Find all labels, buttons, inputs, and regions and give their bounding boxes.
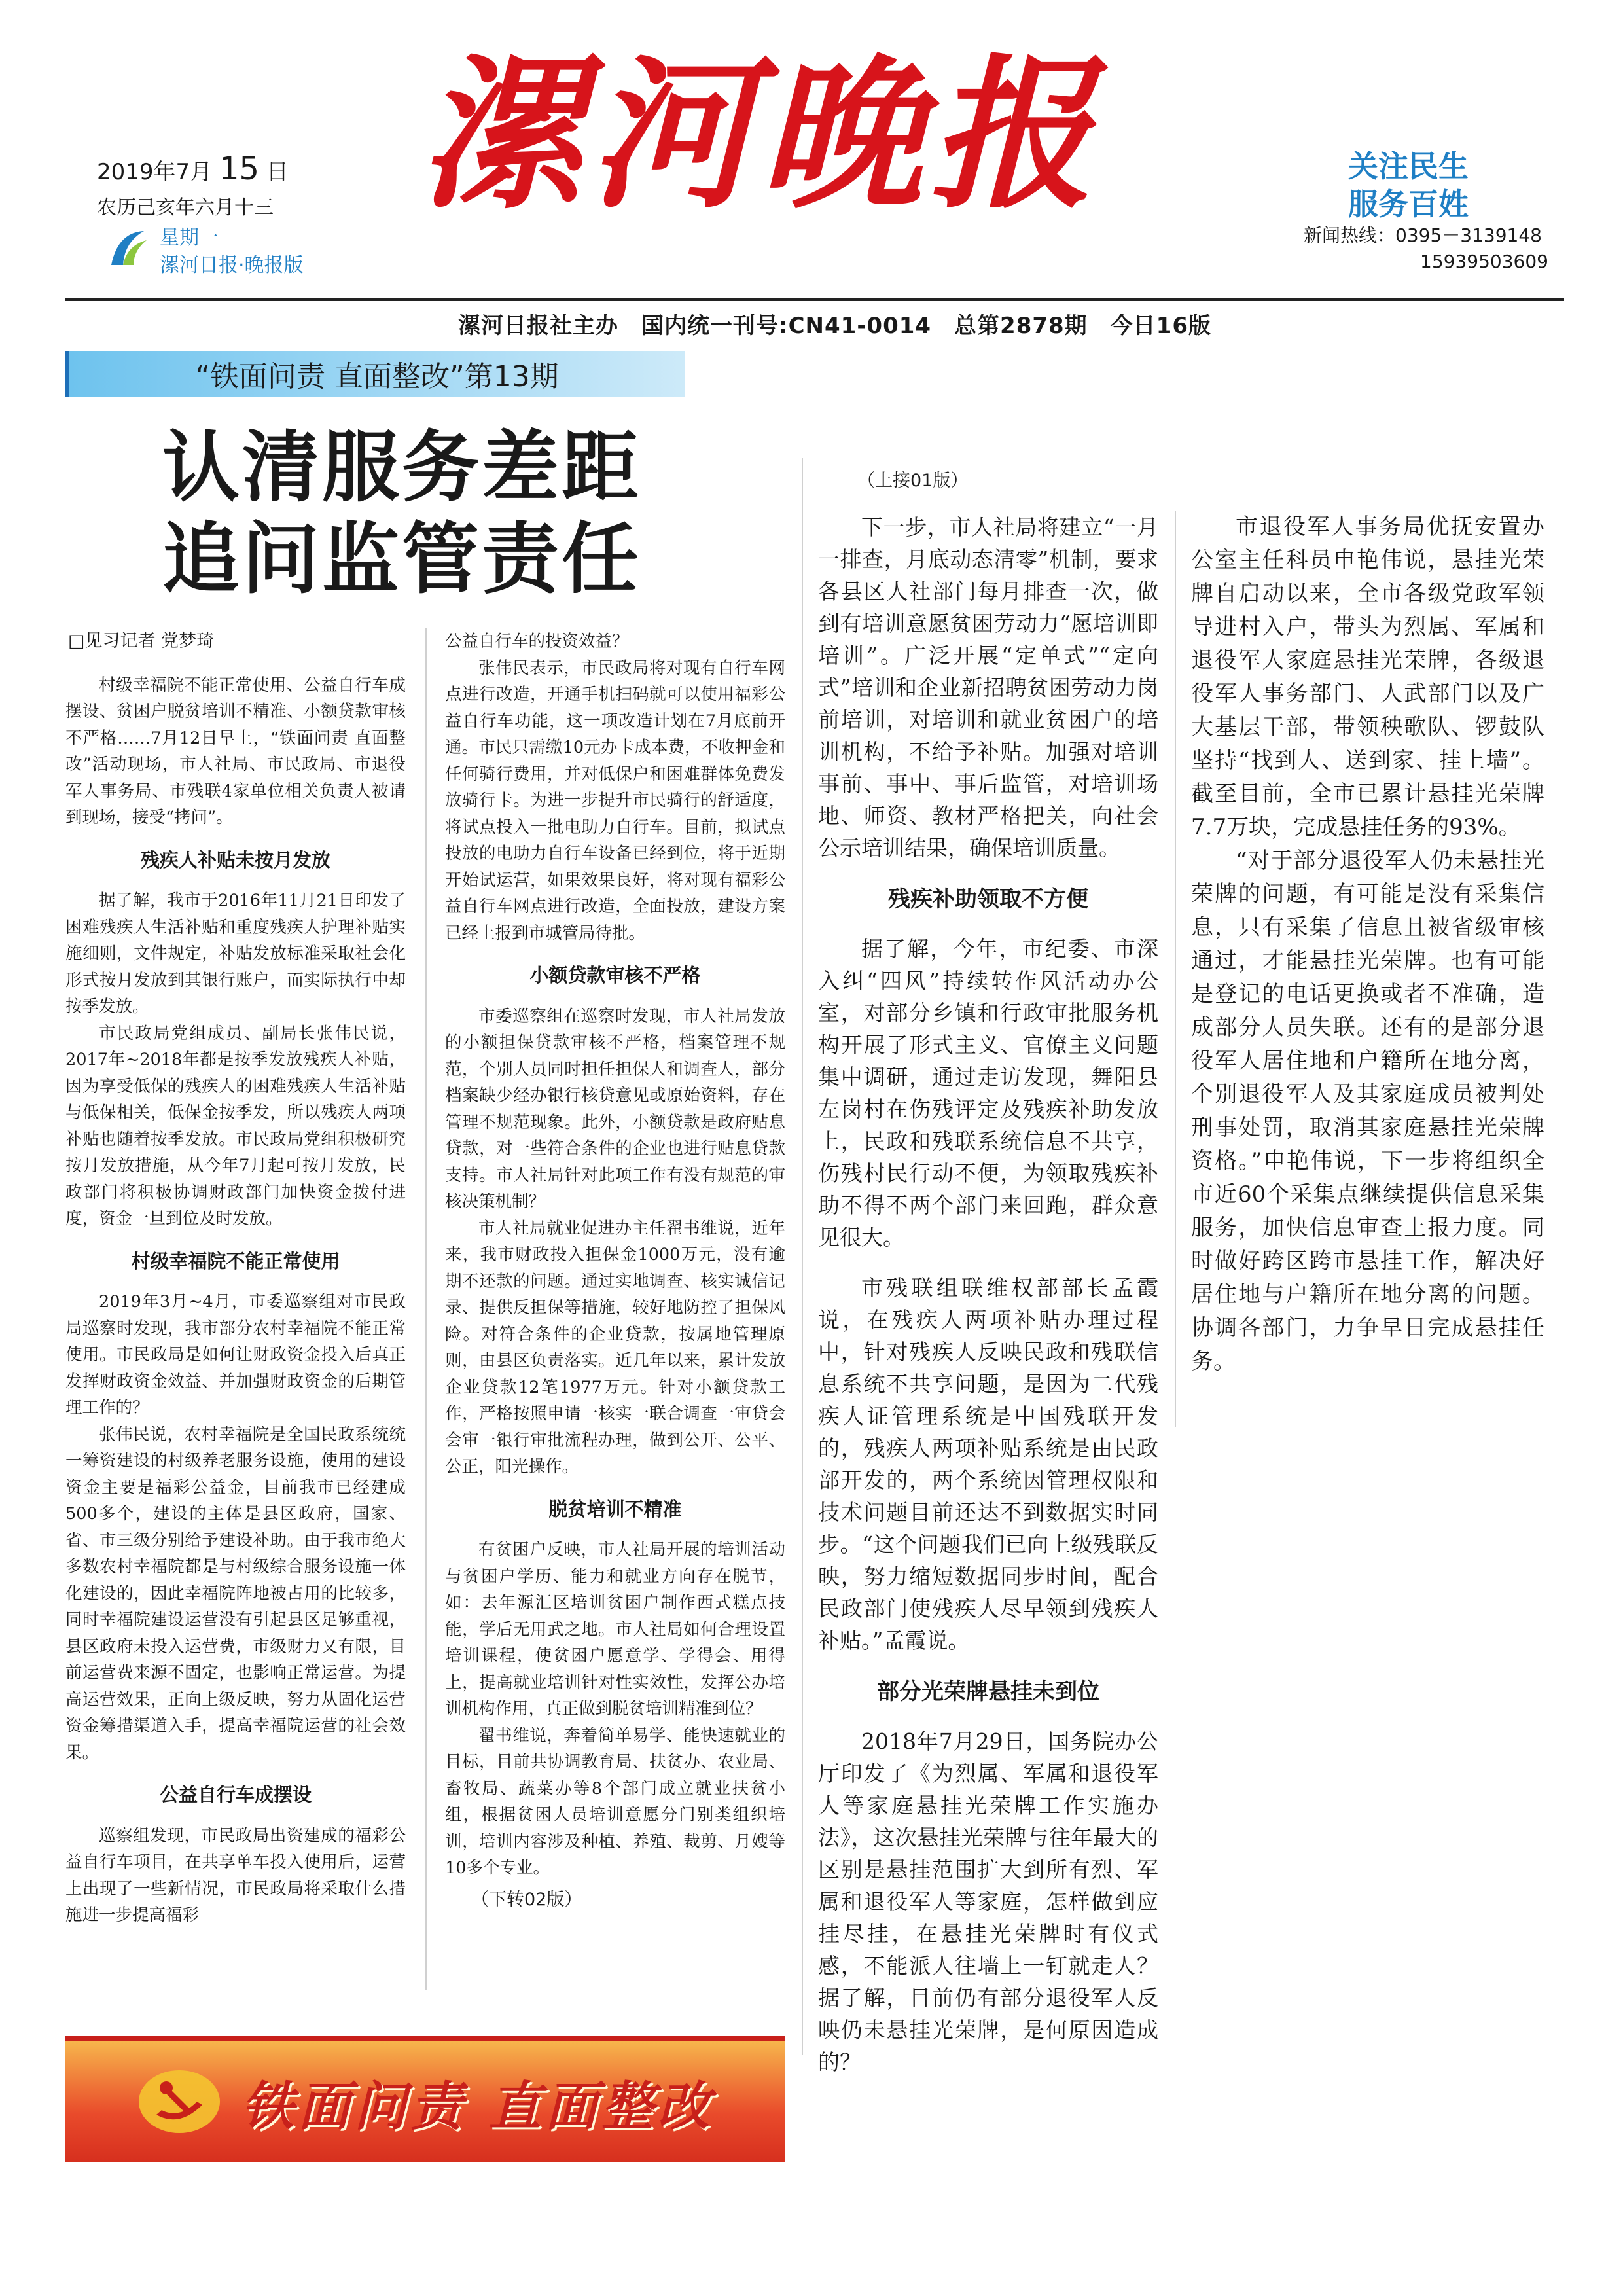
- subhead-village-home: 村级幸福院不能正常使用: [131, 1249, 340, 1272]
- column-divider: [802, 458, 803, 2055]
- paragraph: 据了解，今年，市纪委、市深入纠“四风”持续转作风活动办公室，对部分乡镇和行政审批服务机构开展了形式主义、官僚主义问题集中调研，通过走访发现，舞阳县左岗村在伤残评定及残疾补助发放上，民政和残联系统信息不共享，伤残村民行动不便，为领取残疾补助不得不两个部门来回跑，群众意见很大。: [818, 936, 1158, 1250]
- paragraph: 2019年3月~4月，市委巡察组对市民政局巡察时发现，我市部分农村幸福院不能正常使用。市民政局是如何让财政资金投入后真正发挥财政资金效益、并加强财政资金的后期管理工作的？: [65, 1292, 406, 1418]
- news-hotline-mobile: 15939503609: [1420, 251, 1548, 272]
- subhead-bikes: 公益自行车成摆设: [159, 1784, 312, 1806]
- paragraph: 市残联组联维权部部长孟霞说，在残疾人两项补贴办理过程中，针对残疾人反映民政和残联信息系统不共享问题，是因为二代残疾人证管理系统是中国残联开发的，残疾人两项补贴系统是由民政部开发的，两个系统因管理权限和技术问题目前还达不到数据实时同步。“这个问题我们已向上级残联反映，努力缩短数据同步时间，配合民政部门使残疾人尽早领到残疾人补贴。”孟霞说。: [818, 1275, 1158, 1653]
- paragraph: 据了解，我市于2016年11月21日印发了困难残疾人生活补贴和重度残疾人护理补贴实施细则，文件规定，补贴发放标准采取社会化形式按月发放到其银行账户，而实际执行中却按季发放。: [65, 891, 406, 1016]
- paragraph: 有贫困户反映，市人社局开展的培训活动与贫困户学历、能力和就业方向存在脱节，如：去年源汇区培训贫困户制作西式糕点技能，学后无用武之地。市人社局如何合理设置培训课程，使贫困户愿意学、学得会、用得上，提高就业培训针对性实效性，发挥公办培训机构作用，真正做到脱贫培训精准到位？: [445, 1540, 785, 1719]
- subhead-microloan: 小额贷款审核不严格: [529, 964, 701, 986]
- subhead-honor-plaque: 部分光荣牌悬挂未到位: [877, 1679, 1099, 1705]
- paragraph: 张伟民表示，市民政局将对现有自行车网点进行改造，开通手机扫码就可以使用福彩公益自行车功能，这一项改造计划在7月底前开通。市民只需缴10元办卡成本费，不收押金和任何骑行费用，并对低保户和困难群体免费发放骑行卡。为进一步提升市民骑行的舒适度，将试点投入一批电助力自行车。目前，拟试点投放的电助力自行车设备已经到位，将于近期开始试运营，如果效果良好，将对现有福彩公益自行车网点进行改造，全面投放，建设方案已经上报到市城管局待批。: [445, 658, 785, 943]
- slogan-line1: 关注民生: [1348, 149, 1469, 184]
- subhead-disability-aid: 残疾补助领取不方便: [888, 886, 1088, 912]
- date-month: 2019年7月: [97, 159, 213, 185]
- intro-paragraph: 村级幸福院不能正常使用、公益自行车成摆设、贫困户脱贫培训不精准、小额贷款审核不严格……7月12日早上，“铁面问责 直面整改”活动现场，市人社局、市民政局、市退役军人事务局、市残联4家单位相关负责人被请到现场，接受“拷问”。: [65, 675, 406, 827]
- masthead-rule: [65, 298, 1564, 301]
- bottom-campaign-banner: [65, 2036, 785, 2162]
- column-divider: [425, 628, 427, 1990]
- paragraph: 张伟民说，农村幸福院是全国民政系统统一筹资建设的村级养老服务设施，使用的建设资金主要是福彩公益金，目前我市已经建成500多个，建设的主体是县区政府，国家、省、市三级分别给予建设补助。由于我市绝大多数农村幸福院都是与村级综合服务设施一体化建设的，因此幸福院阵地被占用的比较多，同时幸福院建设运营没有引起县区足够重视，县区政府未投入运营费，市级财力又有限，目前运营费来源不固定，也影响正常运营。为提高运营效果，正向上级反映，努力从固化运营资金筹措渠道入手，提高幸福院运营的社会效果。: [65, 1424, 406, 1763]
- paragraph: 市退役军人事务局优抚安置办公室主任科员申艳伟说，悬挂光荣牌自启动以来，全市各级党政军领导进村入户，带头为烈属、军属和退役军人家庭悬挂光荣牌，各级退役军人事务部门、人武部门以及广大基层干部，带领秧歌队、锣鼓队坚持“找到人、送到家、挂上墙”。截至目前，全市已累计悬挂光荣牌7.7万块，完成悬挂任务的93%。: [1191, 514, 1544, 840]
- bottom-banner-text: 铁面问责 直面整改: [241, 2075, 714, 2137]
- byline: □见习记者 党梦琦: [68, 631, 215, 651]
- edition: 漯河日报·晚报版: [160, 254, 304, 277]
- series-banner: [65, 351, 685, 397]
- masthead-title: 漯河晚报: [419, 38, 1099, 230]
- series-banner-text: “铁面问责 直面整改”第13期: [195, 360, 559, 393]
- slogan-line2: 服务百姓: [1348, 187, 1469, 222]
- paragraph: 市民政局党组成员、副局长张伟民说，2017年~2018年都是按季发放残疾人补贴，因为享受低保的残疾人的困难残疾人生活补贴与低保相关，低保金按季发，所以残疾人两项补贴也随着按季发放。市民政局党组积极研究按月发放措施，从今年7月起可按月发放，民政部门将积极协调财政部门加快资金拨付进度，资金一旦到位及时发放。: [65, 1023, 406, 1229]
- paragraph: 市人社局就业促进办主任翟书维说，近年来，我市财政投入担保金1000万元，没有逾期不还款的问题。通过实地调查、核实诚信记录、提供反担保等措施，较好地防控了担保风险。对符合条件的企业贷款，按属地管理原则，由县区负责落实。近几年以来，累计发放企业贷款12笔1977万元。针对小额贷款工作，严格按照申请一核实一联合调查一审贷会会审一银行审批流程办理，做到公开、公平、公正，阳光操作。: [445, 1218, 785, 1477]
- paragraph: 翟书维说，奔着简单易学、能快速就业的目标，目前共协调教育局、扶贫办、农业局、畜牧局、蔬菜办等8个部门成立就业扶贫小组，根据贫困人员培训意愿分门别类组织培训，培训内容涉及种植、养殖、裁剪、月嫂等10多个专业。: [445, 1725, 785, 1878]
- continued-note: （下转02版）: [471, 1889, 582, 1910]
- party-emblem-icon: [137, 2066, 222, 2138]
- paragraph: 市委巡察组在巡察时发现，市人社局发放的小额担保贷款审核不严格，档案管理不规范，个别人员同时担任担保人和调查人，部分档案缺少经办银行核贷意见或原始资料，存在管理不规范现象。此外，小额贷款是政府贴息贷款，对一些符合条件的企业也进行贴息贷款支持。市人社局针对此项工作有没有规范的审核决策机制？: [445, 1006, 785, 1211]
- column-divider: [1175, 511, 1176, 1427]
- paragraph: 巡察组发现，市民政局出资建成的福彩公益自行车项目，在共享单车投入使用后，运营上出现了一些新情况，市民政局将采取什么措施进一步提高福彩: [65, 1825, 406, 1925]
- weekday: 星期一: [160, 226, 219, 249]
- issue-date: [97, 151, 289, 187]
- article-column-3: [818, 465, 1158, 2078]
- issue-info: 漯河日报社主办 国内统一刊号:CN41-0014 总第2878期 今日16版: [458, 313, 1212, 339]
- headline-line1: 认清服务差距: [162, 422, 642, 512]
- continued-from-note: （上接01版）: [857, 471, 969, 491]
- headline-line2: 追问监管责任: [162, 514, 642, 604]
- article-column-1: [65, 628, 406, 1929]
- paper-logo-icon: [105, 226, 151, 272]
- paragraph: 下一步，市人社局将建立“一月一排查，月底动态清零”机制，要求各县区人社部门每月排查一次，做到有培训意愿贫困劳动力“愿培训即培训”。广泛开展“定单式”“定向式”培训和企业新招聘贫困劳动力岗前培训，对培训和就业贫困户的培训机构，不给予补贴。加强对培训事前、事中、事后监管，对培训场地、师资、教材严格把关，向社会公示培训结果，确保培训质量。: [818, 514, 1158, 861]
- article-column-2: [445, 628, 785, 1913]
- paragraph: “对于部分退役军人仍未悬挂光荣牌的问题，有可能是没有采集信息，只有采集了信息且被省级审核通过，才能悬挂光荣牌。也有可能是登记的电话更换或者不准确，造成部分人员失联。还有的是部分退役军人居住地和户籍所在地分离，个别退役军人及其家庭成员被判处刑事处罚，取消其家庭悬挂光荣牌资格。”申艳伟说，下一步将组织全市近60个采集点继续提供信息采集服务，加快信息审查上报力度。同时做好跨区跨市悬挂工作，解决好居住地与户籍所在地分离的问题。协调各部门，力争早日完成悬挂任务。: [1191, 848, 1544, 1374]
- news-hotline: 新闻热线：0395－3139148: [1304, 224, 1542, 246]
- subhead-disability-subsidy: 残疾人补贴未按月发放: [140, 848, 330, 871]
- date-day: 15: [219, 151, 260, 187]
- date-suffix: 日: [266, 159, 289, 185]
- lunar-date: 农历己亥年六月十三: [97, 196, 274, 219]
- paragraph: 2018年7月29日，国务院办公厅印发了《为烈属、军属和退役军人等家庭悬挂光荣牌工作实施办法》，这次悬挂光荣牌与往年最大的区别是悬挂范围扩大到所有烈、军属和退役军人等家庭，怎样做到应挂尽挂，在悬挂光荣牌时有仪式感，不能派人往墙上一钉就走人？据了解，目前仍有部分退役军人反映仍未悬挂光荣牌，是何原因造成的？: [818, 1729, 1158, 2075]
- paragraph: 公益自行车的投资效益？: [445, 632, 629, 651]
- subhead-poverty-training: 脱贫培训不精准: [548, 1498, 682, 1520]
- article-column-4: [1191, 511, 1544, 1378]
